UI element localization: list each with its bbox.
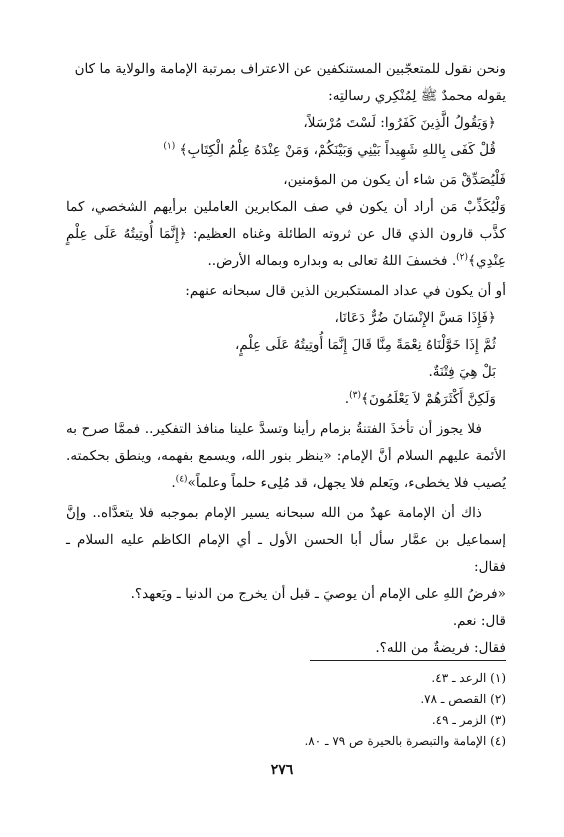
footnote-1: (١) الرعد ـ ٤٣. xyxy=(431,671,506,685)
text-line: يُصيب فلا يخطىء، ويَعلم فلا يجهل، قد مُلِىء حلماً وعلماً» xyxy=(187,475,506,491)
text-line: كذَّب قارون الذي قال عن ثروته الطائلة وغناه العظيم: ﴿إِنَّمَا أُوتِيتُهُ عَلَى عِلْمٍ xyxy=(66,226,506,242)
text-line: فلا يجوز أن تأخذَ الفتنةُ بزمام رأينا وتسدَّ علينا منافذ التفكير.. فممَّا صرح به xyxy=(66,421,482,437)
text-line: يقوله محمدٌ ﷺ لِمُنْكِري رسالتِه: xyxy=(328,88,506,104)
footnote-ref[interactable]: (١) xyxy=(163,141,176,152)
page-number: ٢٧٦ xyxy=(270,762,294,778)
verse-line: ﴿فَإِذَا مَسَّ الإِنْسَانَ ضُرٌّ دَعَانَا، xyxy=(334,310,496,326)
text-line: فقال: فريضةٌ من الله؟. xyxy=(375,640,506,656)
verse-line: بَلْ هِيَ فِتْنَةٌ. xyxy=(428,364,496,380)
verse-line: ثُمَّ إِذَا خَوَّلْنَاهُ نِعْمَةً مِنَّا قَالَ إِنَّمَا أُوتِيتُهُ عَلَى عِلْمٍ، xyxy=(235,337,496,353)
quran-verse-2 xyxy=(66,305,506,413)
quran-verse-1 xyxy=(66,110,506,164)
paragraph-1 xyxy=(66,56,506,110)
verse-line: ﴿وَيَقُولُ الَّذِينَ كَفَرُوا: لَسْتَ مُرْسَلاً، xyxy=(303,115,496,131)
verse-line: . xyxy=(344,391,350,407)
text-line: إسماعيل بن عمَّار سأل أبا الحسن الأول ـ أي الإمام الكاظم عليه السلام ـ فقال: xyxy=(66,532,506,575)
footnote-3: (٣) الزمر ـ ٤٩. xyxy=(431,713,506,727)
footnote-ref[interactable]: (٤) xyxy=(175,474,188,485)
text-line: ونحن نقول للمتعجّبين المستنكفين عن الاعتراف بمرتبة الإمامة والولاية ما كان xyxy=(74,61,506,77)
text-line: . فخسفَ اللهُ تعالى به وبداره وبماله الأرض.. xyxy=(207,253,457,269)
text-line: فَلْيُصَدِّقْ مَن شاء أن يكون من المؤمنين، xyxy=(283,172,506,188)
paragraph-2 xyxy=(66,167,506,194)
paragraph-4 xyxy=(66,278,506,305)
text-line: وَلْيُكَذِّبْ مَن أراد أن يكون في صف المكابرين العاملين برأيهم الشخصي، كما xyxy=(66,199,506,215)
paragraph-5 xyxy=(66,416,506,497)
footnote-4: (٤) الإمامة والتبصرة بالحيرة ص ٧٩ ـ ٨٠. xyxy=(304,734,506,748)
text-line: الأئمة عليهم السلام أنَّ الإمام: «ينظر بنور الله، ويسمع بفهمه، وينطق بحكمته. xyxy=(66,448,506,464)
text-line: «فرضُ اللهِ على الإمام أن يوصيَ ـ قبل أن يخرج من الدنيا ـ ويَعهد؟. xyxy=(130,586,506,602)
footnote-separator xyxy=(310,660,506,661)
verse-line: وَلَكِنَّ أَكْثَرَهُمْ لاَ يَعْلَمُونَ﴾ xyxy=(360,391,496,407)
text-line: أو أن يكون في عداد المستكبرين الذين قال سبحانه عنهم: xyxy=(185,283,506,299)
footnote-ref[interactable]: (٢) xyxy=(456,252,469,263)
paragraph-3 xyxy=(66,194,506,275)
footnotes xyxy=(66,668,506,752)
footnote-ref[interactable]: (٣) xyxy=(349,390,361,401)
text-line: . xyxy=(171,475,176,491)
verse-line: قُلْ كَفَى بِاللهِ شَهِيداً بَيْنِي وَبَيْنَكُمْ، وَمَنْ عِنْدَهُ عِلْمُ الْكِتَابِ﴾ xyxy=(179,142,496,158)
text-line: ذاك أن الإمامة عهدٌ من الله سبحانه يسير الإمام بموجبه فلا يتعدَّاه.. وإنَّ xyxy=(66,505,482,521)
main-text xyxy=(66,56,506,662)
text-line: عِنْدِي﴾ xyxy=(468,253,506,269)
footnote-2: (٢) القصص ـ ٧٨. xyxy=(420,692,506,706)
paragraph-6 xyxy=(66,500,506,662)
text-line: قال: نعم. xyxy=(452,613,506,629)
